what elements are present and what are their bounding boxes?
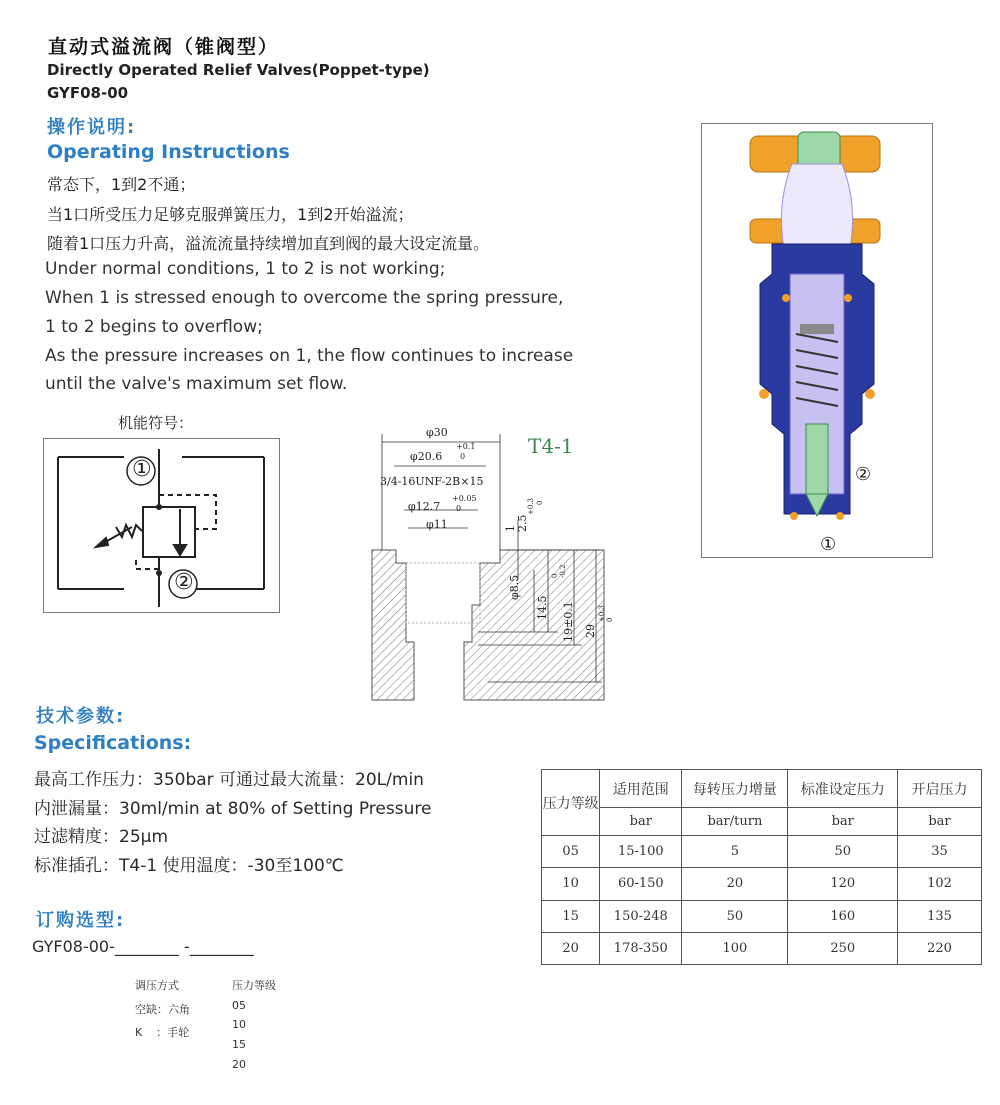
table-unit: bar — [788, 808, 898, 836]
table-row — [542, 836, 982, 868]
table-header: 适用范围 — [600, 770, 682, 808]
port-2-label: ② — [174, 570, 194, 595]
table-header: 每转压力增量 — [682, 770, 788, 808]
spec-line: 内泄漏量：30ml/min at 80% of Setting Pressure — [34, 799, 432, 819]
table-cell: 15 — [542, 900, 600, 932]
spec-line: 过滤精度：25μm — [34, 827, 169, 847]
page-title-cn: 直动式溢流阀（锥阀型） — [48, 36, 280, 58]
ordering-heading: 订购选型: — [36, 910, 126, 931]
symbol-label: 机能符号： — [118, 414, 194, 432]
table-cell: 102 — [897, 868, 981, 900]
dim-d12-tol2: 0 — [456, 504, 462, 513]
dim-d12: φ12.7 — [408, 500, 441, 513]
port-1-label: ① — [132, 457, 152, 482]
table-cell: 35 — [897, 836, 981, 868]
ordering-col2-item: 10 — [232, 1018, 246, 1031]
dim-d20-tol2: 0 — [460, 452, 466, 461]
table-cell: 05 — [542, 836, 600, 868]
table-cell: 250 — [788, 932, 898, 964]
section-port-1-label: ① — [820, 534, 837, 555]
dim-d20-tol: +0.1 — [456, 442, 476, 451]
table-cell: 160 — [788, 900, 898, 932]
dim-d8: φ8.5 — [508, 574, 521, 600]
spec-line: 标准插孔：T4-1 使用温度：-30至100℃ — [34, 856, 344, 876]
dim-v19: 19±0.1 — [562, 601, 575, 642]
instruction-line-en: until the valve's maximum set flow. — [45, 374, 348, 394]
table-cell: 120 — [788, 868, 898, 900]
dim-d20: φ20.6 — [410, 450, 443, 463]
dim-v25-tol: +0.3 — [527, 498, 535, 515]
dim-v1: 1 — [504, 525, 517, 532]
table-cell: 5 — [682, 836, 788, 868]
cavity-section-icon — [368, 420, 618, 710]
table-cell: 10 — [542, 868, 600, 900]
table-unit: bar — [600, 808, 682, 836]
instructions-heading-en: Operating Instructions — [47, 141, 290, 163]
ordering-code: GYF08-00-________ -________ — [32, 937, 254, 956]
dim-v25-tol2: 0 — [536, 500, 544, 505]
instruction-line-en: 1 to 2 begins to overflow; — [45, 317, 263, 337]
table-row — [542, 932, 982, 964]
hydraulic-symbol — [43, 438, 280, 613]
instruction-line-en: When 1 is stressed enough to overcome the spring pressure, — [45, 288, 564, 308]
ordering-col1-title: 调压方式 — [135, 979, 179, 992]
valve-cross-section-icon — [702, 124, 932, 557]
model-number: GYF08-00 — [47, 84, 129, 102]
dim-v29: 29 — [584, 624, 597, 638]
dim-d30: φ30 — [426, 426, 448, 439]
instruction-line-cn: 随着1口压力升高，溢流流量持续增加直到阀的最大设定流量。 — [47, 234, 490, 253]
table-cell: 50 — [682, 900, 788, 932]
dim-v29-tol: +0.3 — [598, 605, 606, 622]
valve-section-view — [701, 123, 933, 558]
table-cell: 15-100 — [600, 836, 682, 868]
ordering-col2-title: 压力等级 — [232, 979, 276, 992]
cavity-code: T4-1 — [528, 434, 574, 458]
dim-v145-tol: 0 — [551, 573, 559, 578]
specs-heading-cn: 技术参数: — [36, 706, 126, 727]
pressure-spec-table — [541, 769, 982, 965]
instruction-line-en: As the pressure increases on 1, the flow continues to increase — [45, 346, 574, 366]
table-header: 压力等级 — [542, 770, 600, 836]
dim-thread: 3/4-16UNF-2B×15 — [380, 475, 484, 488]
dim-v29-tol2: 0 — [606, 617, 614, 622]
page-title-en: Directly Operated Relief Valves(Poppet-type) — [47, 61, 430, 79]
section-port-2-label: ② — [855, 464, 872, 485]
dim-d12-tol: +0.05 — [452, 494, 477, 503]
table-cell: 20 — [542, 932, 600, 964]
spec-line: 最高工作压力：350bar 可通过最大流量：20L/min — [34, 770, 424, 790]
table-cell: 220 — [897, 932, 981, 964]
table-row — [542, 868, 982, 900]
table-row — [542, 900, 982, 932]
table-cell: 50 — [788, 836, 898, 868]
ordering-col1-item: 空缺：六角 — [135, 1003, 190, 1016]
ordering-col2-item: 05 — [232, 999, 246, 1012]
dim-d11: φ11 — [426, 518, 448, 531]
table-cell: 20 — [682, 868, 788, 900]
table-cell: 60-150 — [600, 868, 682, 900]
dim-v25: 2.5 — [516, 514, 529, 532]
table-cell: 100 — [682, 932, 788, 964]
table-cell: 135 — [897, 900, 981, 932]
table-header: 标准设定压力 — [788, 770, 898, 808]
instruction-line-cn: 常态下，1到2不通； — [47, 175, 196, 194]
cavity-drawing — [368, 420, 618, 710]
table-header: 开启压力 — [897, 770, 981, 808]
instructions-heading-cn: 操作说明: — [47, 117, 137, 138]
table-unit: bar — [897, 808, 981, 836]
dim-v145-tol2: -0.2 — [559, 564, 567, 578]
table-unit: bar/turn — [682, 808, 788, 836]
ordering-col2-item: 15 — [232, 1038, 246, 1051]
ordering-col1-item: K ：手轮 — [135, 1026, 190, 1039]
instruction-line-en: Under normal conditions, 1 to 2 is not working; — [45, 259, 446, 279]
ordering-col2-item: 20 — [232, 1058, 246, 1071]
table-cell: 150-248 — [600, 900, 682, 932]
dim-v145: 14.5 — [536, 595, 549, 620]
instruction-line-cn: 当1口所受压力足够克服弹簧压力，1到2开始溢流； — [47, 205, 414, 224]
specs-heading-en: Specifications: — [34, 732, 192, 754]
relief-valve-symbol-icon — [44, 439, 279, 612]
table-cell: 178-350 — [600, 932, 682, 964]
